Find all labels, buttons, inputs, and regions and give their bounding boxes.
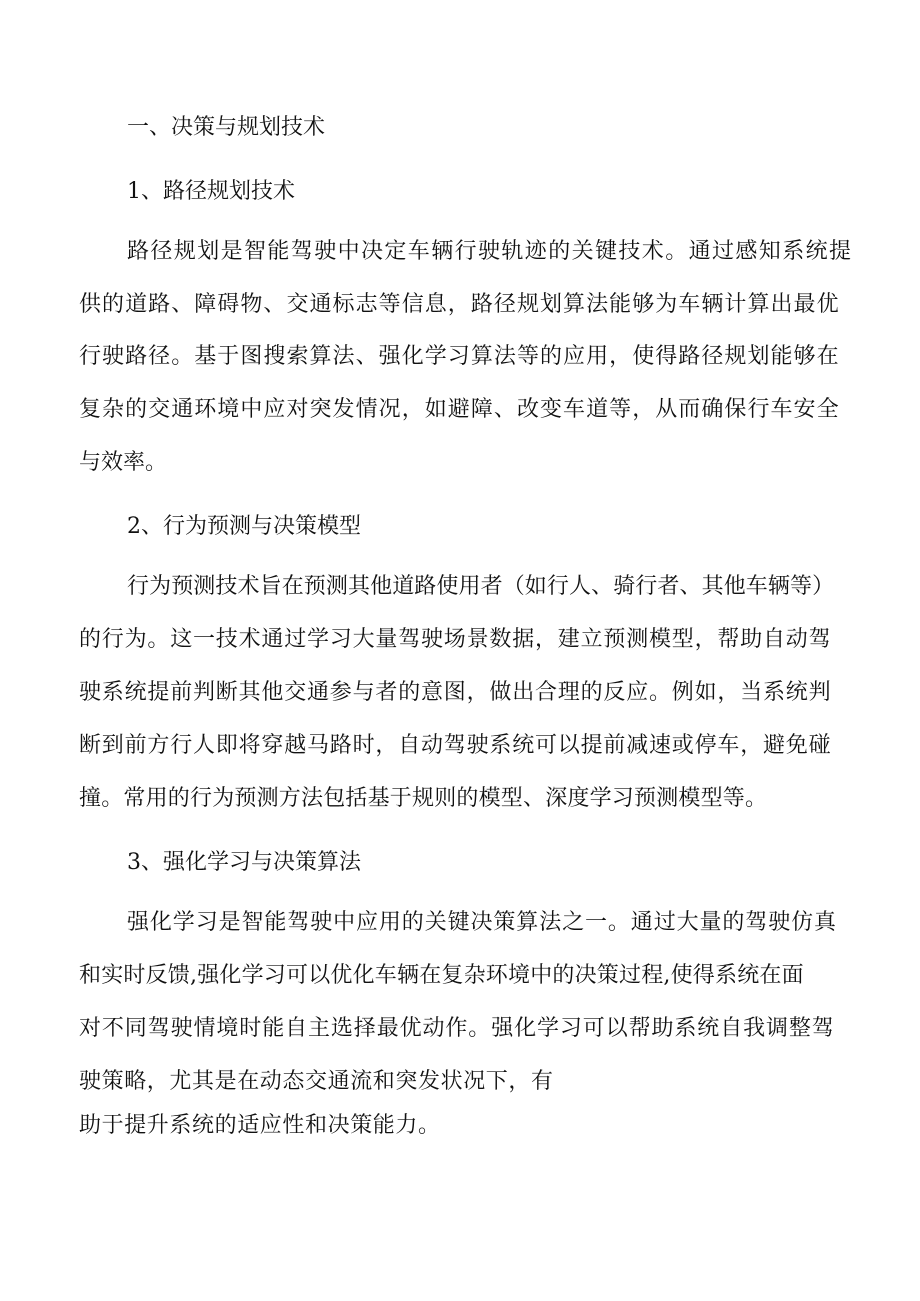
subsection-heading-3: 3、强化学习与决策算法 [127,850,361,875]
paragraph-line: 的行为。这一技术通过学习大量驾驶场景数据，建立预测模型，帮助自动驾 [79,627,832,652]
paragraph-line: 复杂的交通环境中应对突发情况，如避障、改变车道等，从而确保行车安全 [79,397,840,422]
paragraph-line: 驶系统提前判断其他交通参与者的意图，做出合理的反应。例如，当系统判 [79,680,832,705]
paragraph-line: 路径规划是智能驾驶中决定车辆行驶轨迹的关键技术。通过感知系统提 [127,239,853,264]
paragraph-line: 行驶路径。基于图搜索算法、强化学习算法等的应用，使得路径规划能够在 [79,344,840,369]
subsection-heading-2: 2、行为预测与决策模型 [127,514,361,539]
paragraph-line: 撞。常用的行为预测方法包括基于规则的模型、深度学习预测模型等。 [79,786,768,811]
paragraph-line: 强化学习是智能驾驶中应用的关键决策算法之一。通过大量的驾驶仿真 [127,910,837,935]
paragraph-line: 对不同驾驶情境时能自主选择最优动作。强化学习可以帮助系统自我调整驾 [79,1016,835,1041]
section-heading: 一、决策与规划技术 [127,115,326,140]
paragraph-line: 和实时反馈,强化学习可以优化车辆在复杂环境中的决策过程,使得系统在面 [79,963,804,988]
paragraph-line: 与效率。 [79,450,168,475]
paragraph-line: 断到前方行人即将穿越马路时，自动驾驶系统可以提前减速或停车，避免碰 [79,733,832,758]
subsection-heading-1: 1、路径规划技术 [127,179,295,204]
paragraph-line: 驶策略，尤其是在动态交通流和突发状况下，有 [79,1069,554,1094]
paragraph-line: 助于提升系统的适应性和决策能力。 [79,1113,441,1138]
paragraph-line: 行为预测技术旨在预测其他道路使用者（如行人、骑行者、其他车辆等） [127,574,835,599]
paragraph-line: 供的道路、障碍物、交通标志等信息，路径规划算法能够为车辆计算出最优 [79,292,840,317]
